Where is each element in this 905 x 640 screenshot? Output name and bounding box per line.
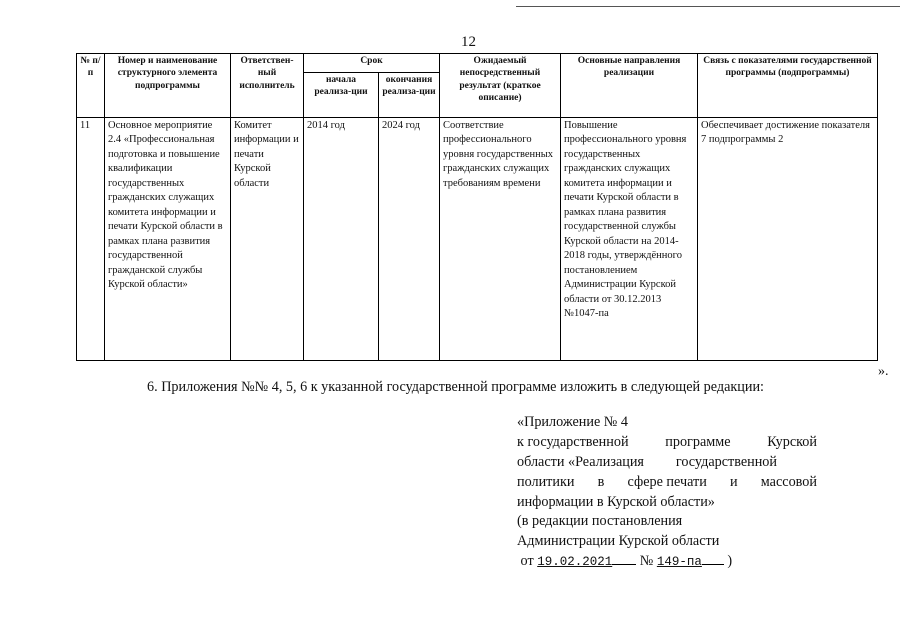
appendix-line-4	[517, 473, 817, 493]
cell-executor: Комитет информации и печати Курской области	[231, 118, 304, 361]
cell-directions: Повышение профессионального уровня государственных гражданских служащих комитета информации и печати Курской области в рамках плана развития государственной службы Курской области на 2014-2018 годы, утверждённого постановлением Администрации Курской области от 30.12.2013 №1047-па	[561, 118, 698, 361]
underline-gap	[612, 552, 636, 565]
paragraph-6: 6. Приложения №№ 4, 5, 6 к указанной государственной программе изложить в следующей редакции:	[147, 379, 764, 395]
header-directions: Основные направления реализации	[561, 54, 698, 118]
header-executor: Ответствен-ный исполнитель	[231, 54, 304, 118]
appendix-line-6: (в редакции постановления	[517, 513, 683, 530]
appendix-text: политики	[517, 473, 575, 490]
cell-num: 11	[77, 118, 105, 361]
cell-end: 2024 год	[379, 118, 440, 361]
underline-gap	[702, 552, 724, 565]
header-name: Номер и наименование структурного элемента подпрограммы	[105, 54, 231, 118]
appendix-line-7: Администрации Курской области	[517, 533, 720, 550]
header-term-start: начала реализа-ции	[304, 73, 379, 118]
cell-name: Основное мероприятие 2.4 «Профессиональная подготовка и повышение квалификации государственных гражданских служащих комитета информации и печати Курской области в рамках плана развития государственной гражданской службы Курской области»	[105, 118, 231, 361]
appendix-text: к государственной	[517, 433, 629, 450]
appendix-text: области «Реализация	[517, 453, 644, 470]
table-row	[77, 118, 878, 361]
appendix-line-1: «Приложение № 4	[517, 414, 628, 430]
header-link: Связь с показателями государственной программы (подпрограммы)	[698, 54, 878, 118]
closing-quote: ».	[878, 364, 889, 379]
cell-result: Соответствие профессионального уровня государственных гражданских служащих требованиям времени	[440, 118, 561, 361]
appendix-text: в	[597, 473, 605, 490]
appendix-line-3	[517, 453, 777, 473]
header-result: Ожидаемый непосредственный результат (краткое описание)	[440, 54, 561, 118]
appendix-text: от	[520, 553, 534, 570]
subprogram-table	[76, 53, 878, 361]
cell-start: 2014 год	[304, 118, 379, 361]
header-term-end: окончания реализа-ции	[379, 73, 440, 118]
appendix-text: и	[730, 473, 738, 490]
appendix-text: сфере печати	[627, 473, 707, 490]
header-term: Срок	[304, 54, 440, 73]
appendix-line-5: информации в Курской области»	[517, 493, 715, 510]
appendix-text: )	[727, 553, 733, 570]
appendix-text: Курской	[767, 433, 817, 450]
decree-number: 149-па	[656, 555, 702, 570]
appendix-line-2	[517, 433, 817, 453]
table-header-row	[77, 54, 878, 73]
header-num: № п/п	[77, 54, 105, 118]
appendix-text: государственной	[675, 453, 777, 470]
appendix-text: №	[639, 553, 654, 570]
appendix-line-8	[517, 552, 817, 572]
cell-link: Обеспечивает достижение показателя 7 подпрограммы 2	[698, 118, 878, 361]
appendix-text: программе	[665, 433, 731, 450]
appendix-text: массовой	[760, 473, 817, 490]
decree-date: 19.02.2021	[537, 555, 613, 570]
appendix-heading-block	[517, 413, 817, 572]
page-number: 12	[461, 34, 476, 50]
top-rule	[516, 6, 900, 7]
